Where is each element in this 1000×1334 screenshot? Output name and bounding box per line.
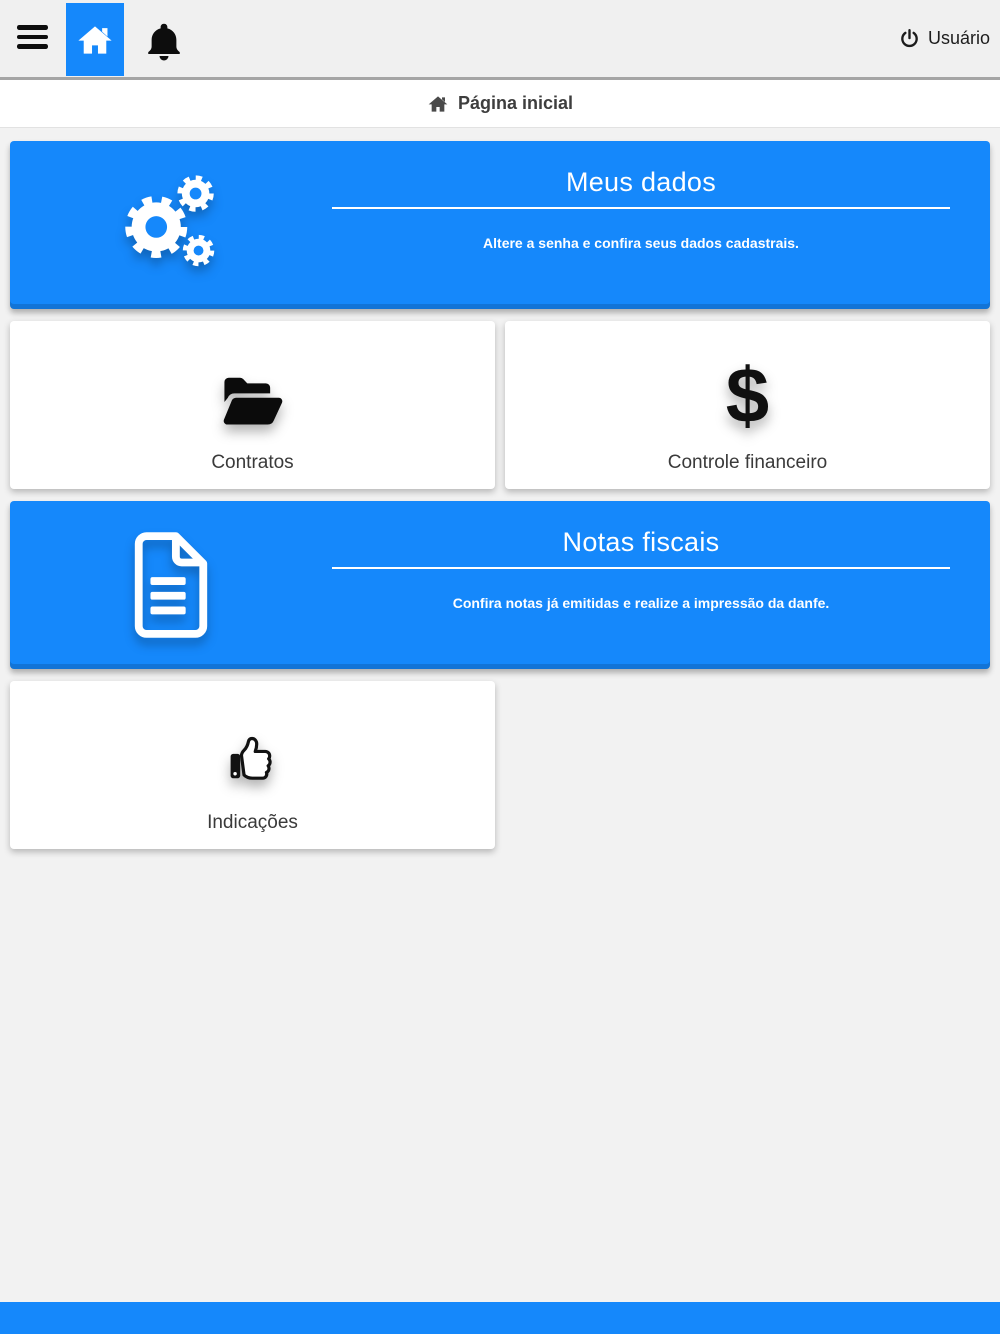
main-content xyxy=(0,128,1000,849)
card-controle-financeiro[interactable] xyxy=(505,321,990,489)
card-meus-dados[interactable] xyxy=(10,141,990,309)
hamburger-icon xyxy=(17,25,48,30)
card-title: Notas fiscais xyxy=(562,527,720,557)
card-label: Indicações xyxy=(207,812,298,833)
dollar-icon: $ xyxy=(725,351,770,440)
partial-card-bottom[interactable] xyxy=(0,1302,1000,1334)
divider xyxy=(332,567,950,569)
page-header xyxy=(0,80,1000,128)
card-contratos[interactable] xyxy=(10,321,495,489)
card-subtitle: Confira notas já emitidas e realize a impressão da danfe. xyxy=(452,595,830,611)
card-label: Controle financeiro xyxy=(667,452,828,473)
card-label: Contratos xyxy=(211,452,294,473)
card-subtitle: Altere a senha e confira seus dados cadastrais. xyxy=(483,235,799,251)
topbar xyxy=(0,0,1000,80)
bell-icon xyxy=(146,20,182,62)
hamburger-icon xyxy=(17,35,48,40)
menu-button[interactable] xyxy=(17,25,48,49)
page-title: Página inicial xyxy=(457,93,574,113)
power-icon xyxy=(899,28,920,49)
gears-icon xyxy=(112,166,230,284)
card-title: Meus dados xyxy=(565,167,717,197)
user-logout-button[interactable] xyxy=(899,0,990,77)
open-folder-icon xyxy=(217,372,289,432)
document-icon xyxy=(127,530,215,640)
card-notas-fiscais[interactable] xyxy=(10,501,990,669)
card-indicacoes[interactable] xyxy=(10,681,495,849)
divider xyxy=(332,207,950,209)
empty-space xyxy=(505,681,990,849)
hamburger-icon xyxy=(17,44,48,49)
notifications-button[interactable] xyxy=(144,19,184,63)
user-label: Usuário xyxy=(927,28,990,48)
home-icon xyxy=(427,94,449,114)
home-button[interactable] xyxy=(66,3,124,76)
home-icon xyxy=(76,22,114,58)
thumbs-up-icon xyxy=(221,726,285,792)
